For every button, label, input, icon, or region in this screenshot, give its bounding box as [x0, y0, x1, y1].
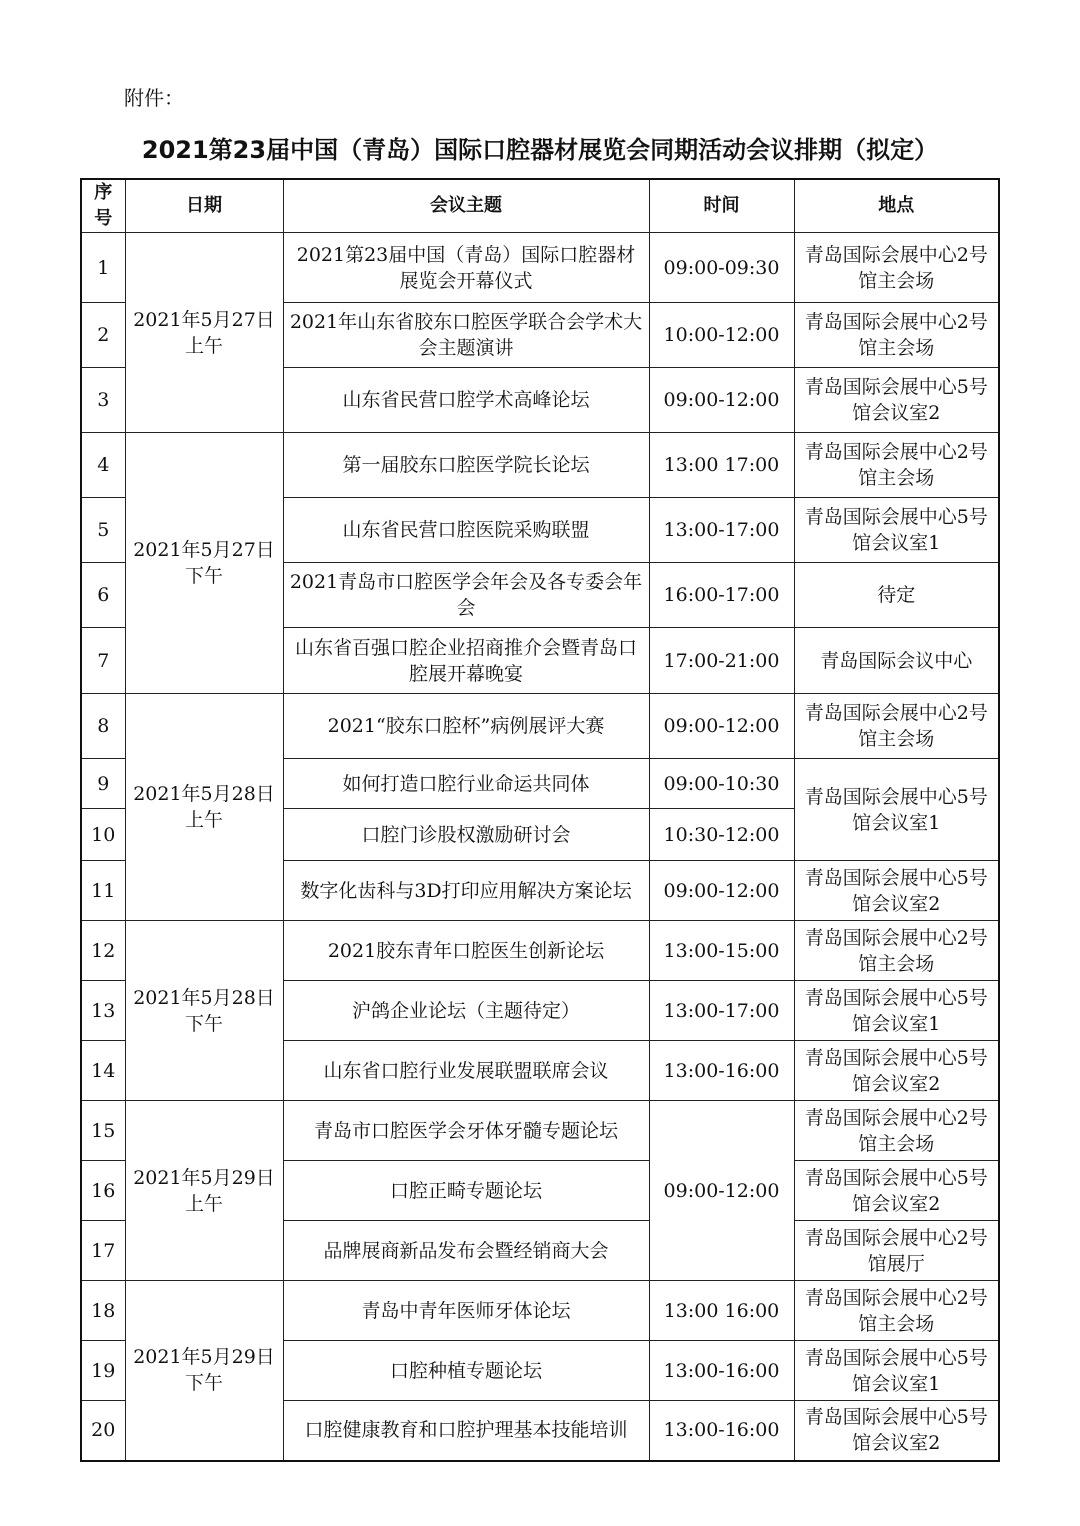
cell-no: 2 — [81, 303, 125, 368]
cell-venue: 青岛国际会展中心2号馆主会场 — [794, 1281, 999, 1341]
cell-no: 5 — [81, 498, 125, 563]
cell-time: 09:00-12:00 — [649, 368, 794, 433]
cell-time: 13:00 17:00 — [649, 433, 794, 498]
table-row — [81, 433, 999, 498]
cell-no: 7 — [81, 628, 125, 694]
cell-venue: 青岛国际会展中心5号馆会议室2 — [794, 861, 999, 921]
cell-no: 17 — [81, 1221, 125, 1281]
cell-venue: 青岛国际会议中心 — [794, 628, 999, 694]
cell-topic: 第一届胶东口腔医学院长论坛 — [283, 433, 649, 498]
cell-topic: 口腔正畸专题论坛 — [283, 1161, 649, 1221]
table-row — [81, 694, 999, 759]
col-header-time: 时间 — [649, 179, 794, 233]
cell-time: 13:00-16:00 — [649, 1041, 794, 1101]
cell-time: 09:00-09:30 — [649, 233, 794, 303]
cell-topic: 口腔门诊股权激励研讨会 — [283, 809, 649, 861]
cell-no: 14 — [81, 1041, 125, 1101]
cell-no: 10 — [81, 809, 125, 861]
cell-venue: 青岛国际会展中心2号馆主会场 — [794, 303, 999, 368]
cell-no: 19 — [81, 1341, 125, 1401]
cell-topic: 山东省口腔行业发展联盟联席会议 — [283, 1041, 649, 1101]
cell-time: 10:00-12:00 — [649, 303, 794, 368]
cell-venue: 青岛国际会展中心2号馆主会场 — [794, 233, 999, 303]
cell-topic: 数字化齿科与3D打印应用解决方案论坛 — [283, 861, 649, 921]
cell-no: 20 — [81, 1401, 125, 1461]
col-header-topic: 会议主题 — [283, 179, 649, 233]
cell-date: 2021年5月28日 上午 — [125, 694, 283, 921]
table-row — [81, 1281, 999, 1341]
cell-venue: 青岛国际会展中心2号馆主会场 — [794, 694, 999, 759]
header-row — [81, 179, 999, 233]
col-header-no: 序号 — [81, 179, 125, 233]
cell-time: 16:00-17:00 — [649, 563, 794, 628]
cell-time: 13:00 16:00 — [649, 1281, 794, 1341]
cell-topic: 2021“胶东口腔杯”病例展评大赛 — [283, 694, 649, 759]
cell-time: 17:00-21:00 — [649, 628, 794, 694]
cell-venue: 青岛国际会展中心5号馆会议室1 — [794, 1341, 999, 1401]
cell-venue: 青岛国际会展中心5号馆会议室1 — [794, 498, 999, 563]
schedule-table — [80, 178, 1000, 1462]
cell-date: 2021年5月27日 上午 — [125, 233, 283, 433]
cell-date: 2021年5月29日 下午 — [125, 1281, 283, 1461]
cell-venue: 青岛国际会展中心5号馆会议室1 — [794, 981, 999, 1041]
cell-time: 13:00-16:00 — [649, 1401, 794, 1461]
cell-date: 2021年5月28日 下午 — [125, 921, 283, 1101]
table-row — [81, 1101, 999, 1161]
cell-topic: 2021第23届中国（青岛）国际口腔器材展览会开幕仪式 — [283, 233, 649, 303]
cell-topic: 品牌展商新品发布会暨经销商大会 — [283, 1221, 649, 1281]
cell-time: 13:00-17:00 — [649, 981, 794, 1041]
col-header-date: 日期 — [125, 179, 283, 233]
cell-no: 15 — [81, 1101, 125, 1161]
cell-topic: 青岛中青年医师牙体论坛 — [283, 1281, 649, 1341]
cell-time: 09:00-10:30 — [649, 759, 794, 809]
cell-venue: 青岛国际会展中心2号馆主会场 — [794, 1101, 999, 1161]
cell-time: 10:30-12:00 — [649, 809, 794, 861]
cell-venue: 青岛国际会展中心5号馆会议室2 — [794, 1041, 999, 1101]
cell-venue: 青岛国际会展中心5号馆会议室1 — [794, 759, 999, 861]
attachment-label: 附件： — [124, 86, 184, 110]
cell-venue: 青岛国际会展中心2号馆展厅 — [794, 1221, 999, 1281]
cell-time: 09:00-12:00 — [649, 861, 794, 921]
cell-no: 4 — [81, 433, 125, 498]
cell-date: 2021年5月27日 下午 — [125, 433, 283, 694]
table-row — [81, 233, 999, 303]
cell-no: 3 — [81, 368, 125, 433]
cell-venue: 待定 — [794, 563, 999, 628]
cell-no: 11 — [81, 861, 125, 921]
cell-topic: 2021年山东省胶东口腔医学联合会学术大会主题演讲 — [283, 303, 649, 368]
cell-no: 8 — [81, 694, 125, 759]
table-row — [81, 921, 999, 981]
cell-time: 13:00-16:00 — [649, 1341, 794, 1401]
cell-venue: 青岛国际会展中心2号馆主会场 — [794, 921, 999, 981]
cell-topic: 口腔健康教育和口腔护理基本技能培训 — [283, 1401, 649, 1461]
cell-topic: 2021青岛市口腔医学会年会及各专委会年会 — [283, 563, 649, 628]
cell-topic: 如何打造口腔行业命运共同体 — [283, 759, 649, 809]
cell-no: 1 — [81, 233, 125, 303]
document-title: 2021第23届中国（青岛）国际口腔器材展览会同期活动会议排期（拟定） — [141, 136, 939, 164]
cell-topic: 山东省民营口腔医院采购联盟 — [283, 498, 649, 563]
table-body — [81, 233, 999, 1461]
cell-topic: 沪鸽企业论坛（主题待定） — [283, 981, 649, 1041]
cell-venue: 青岛国际会展中心5号馆会议室2 — [794, 1161, 999, 1221]
cell-venue: 青岛国际会展中心5号馆会议室2 — [794, 368, 999, 433]
cell-time: 13:00-15:00 — [649, 921, 794, 981]
cell-no: 18 — [81, 1281, 125, 1341]
cell-topic: 2021胶东青年口腔医生创新论坛 — [283, 921, 649, 981]
cell-no: 16 — [81, 1161, 125, 1221]
cell-no: 9 — [81, 759, 125, 809]
cell-time: 13:00-17:00 — [649, 498, 794, 563]
cell-no: 13 — [81, 981, 125, 1041]
cell-topic: 青岛市口腔医学会牙体牙髓专题论坛 — [283, 1101, 649, 1161]
col-header-venue: 地点 — [794, 179, 999, 233]
cell-topic: 山东省民营口腔学术高峰论坛 — [283, 368, 649, 433]
cell-topic: 口腔种植专题论坛 — [283, 1341, 649, 1401]
cell-venue: 青岛国际会展中心5号馆会议室2 — [794, 1401, 999, 1461]
cell-topic: 山东省百强口腔企业招商推介会暨青岛口腔展开幕晚宴 — [283, 628, 649, 694]
cell-time: 09:00-12:00 — [649, 1101, 794, 1281]
cell-no: 6 — [81, 563, 125, 628]
cell-time: 09:00-12:00 — [649, 694, 794, 759]
cell-no: 12 — [81, 921, 125, 981]
cell-venue: 青岛国际会展中心2号馆主会场 — [794, 433, 999, 498]
cell-date: 2021年5月29日 上午 — [125, 1101, 283, 1281]
